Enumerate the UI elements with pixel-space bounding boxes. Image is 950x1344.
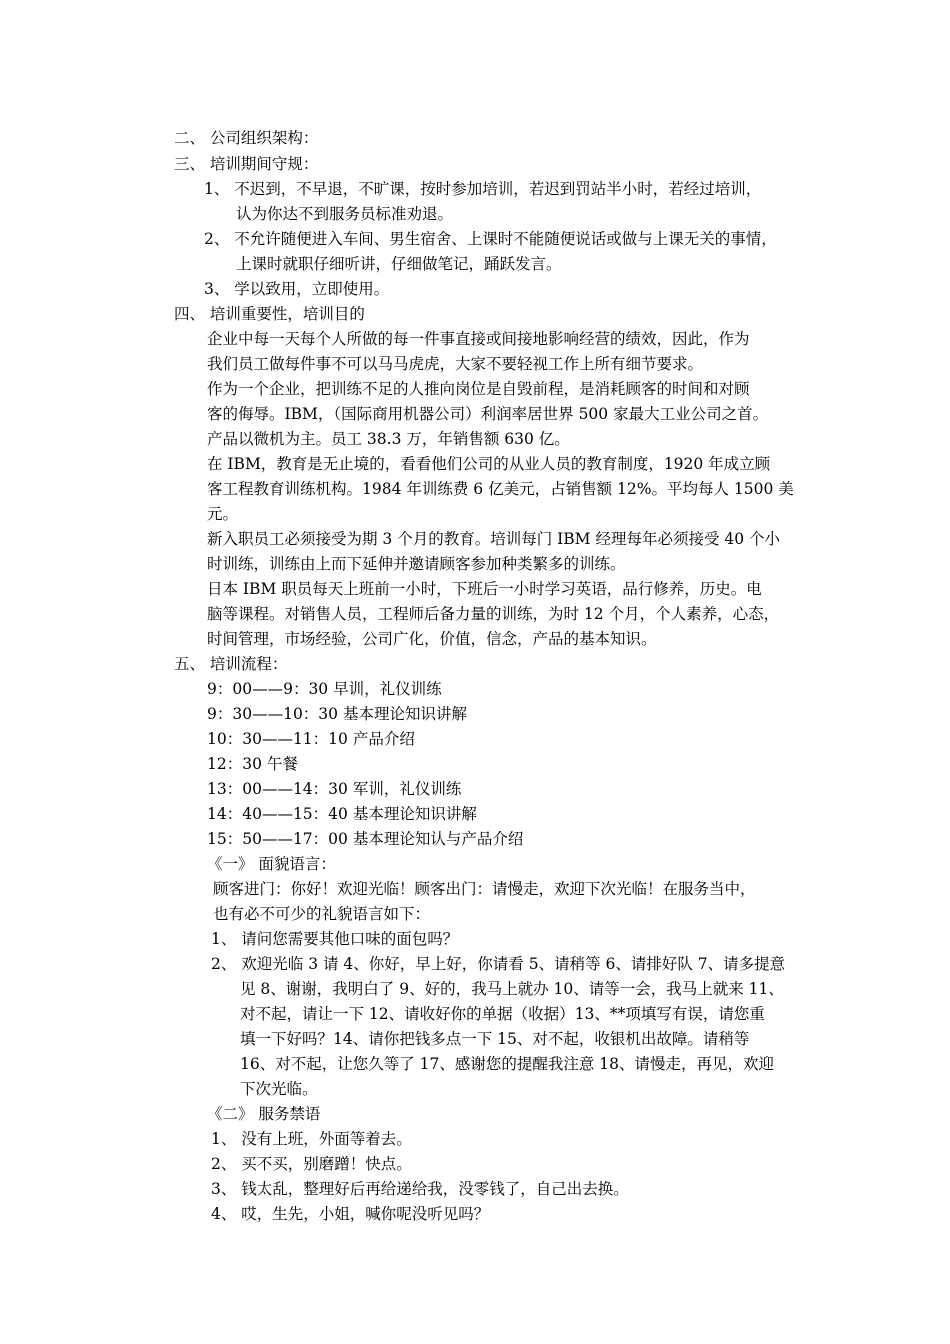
para-2-line-2: 客的侮辱。IBM，（国际商用机器公司）利润率居世界 500 家最大工业公司之首。 bbox=[207, 405, 769, 423]
section-4-heading: 四、 培训重要性，培训目的 bbox=[174, 305, 365, 323]
polite-item-1: 1、 请问您需要其他口味的面包吗？ bbox=[211, 930, 459, 948]
forbidden-item: 1、 没有上班，外面等着去。 bbox=[211, 1130, 412, 1148]
rule-item-1-cont: 认为你达不到服务员标准劝退。 bbox=[236, 205, 454, 223]
para-5-line-3: 时间管理，市场经验，公司广化，价值，信念，产品的基本知识。 bbox=[207, 630, 657, 648]
para-5-line-2: 脑等课程。对销售人员，工程师后备力量的训练，为时 12 个月，个人素养，心态， bbox=[207, 605, 780, 623]
para-3-line-1: 在 IBM，教育是无止境的，看看他们公司的从业人员的教育制度，1920 年成立顾 bbox=[207, 455, 771, 473]
schedule-item: 14：40——15：40 基本理论知识讲解 bbox=[207, 805, 477, 823]
polite-item-2-line-3: 对不起，请让一下 12、请收好你的单据（收据）13、**项填写有误，请您重 bbox=[240, 1005, 765, 1023]
para-4-line-1: 新入职员工必须接受为期 3 个月的教育。培训每门 IBM 经理每年必须接受 40 个小 bbox=[207, 530, 781, 548]
schedule-item: 15：50——17：00 基本理论知认与产品介绍 bbox=[207, 830, 524, 848]
polite-item-2-line-1: 2、 欢迎光临 3 请 4、你好，早上好，你请看 5、请稍等 6、请排好队 7、请多提意 bbox=[211, 955, 786, 973]
para-5-line-1: 日本 IBM 职员每天上班前一小时，下班后一小时学习英语，品行修养，历史。电 bbox=[207, 580, 762, 598]
section-2-heading: 二、 公司组织架构： bbox=[174, 129, 319, 147]
subsection-2-title: 《二》 服务禁语 bbox=[207, 1105, 321, 1123]
subsection-1-title: 《一》 面貌语言： bbox=[207, 855, 336, 873]
subsection-1-text-line-2: 也有必不可少的礼貌语言如下： bbox=[213, 905, 431, 923]
schedule-item: 9：30——10：30 基本理论知识讲解 bbox=[207, 705, 467, 723]
para-3-line-3: 元。 bbox=[207, 505, 239, 523]
forbidden-item: 4、 哎，生先，小姐，喊你呢没听见吗？ bbox=[211, 1205, 490, 1223]
schedule-item: 12：30 午餐 bbox=[207, 755, 298, 773]
forbidden-item: 2、 买不买，别磨蹭！快点。 bbox=[211, 1155, 412, 1173]
schedule-item: 9：00——9：30 早训，礼仪训练 bbox=[207, 680, 442, 698]
rule-item-2: 2、 不允许随便进入车间、男生宿舍、上课时不能随便说话或做与上课无关的事情， bbox=[204, 230, 777, 248]
schedule-item: 13：00——14：30 军训，礼仪训练 bbox=[207, 780, 462, 798]
para-1-line-1: 企业中每一天每个人所做的每一件事直接或间接地影响经营的绩效，因此，作为 bbox=[207, 330, 750, 348]
forbidden-item: 3、 钱太乱，整理好后再给递给我，没零钱了，自己出去换。 bbox=[211, 1180, 629, 1198]
polite-item-2-line-6: 下次光临。 bbox=[240, 1080, 318, 1098]
rule-item-2-cont: 上课时就职仔细听讲，仔细做笔记，踊跃发言。 bbox=[236, 255, 562, 273]
para-4-line-2: 时训练，训练由上而下延伸并邀请顾客参加种类繁多的训练。 bbox=[207, 555, 626, 573]
para-3-line-2: 客工程教育训练机构。1984 年训练费 6 亿美元，占销售额 12%。平均每人 1500 美 bbox=[207, 480, 794, 498]
polite-item-2-line-4: 填一下好吗？14、请你把钱多点一下 15、对不起，收银机出故障。请稍等 bbox=[240, 1030, 750, 1048]
rule-item-3: 3、 学以致用，立即使用。 bbox=[204, 280, 390, 298]
polite-item-2-line-2: 见 8、谢谢，我明白了 9、好的，我马上就办 10、请等一会，我马上就来 11、 bbox=[240, 980, 784, 998]
subsection-1-text-line-1: 顾客进门：你好！欢迎光临！顾客出门：请慢走，欢迎下次光临！在服务当中， bbox=[213, 880, 756, 898]
para-1-line-2: 我们员工做每件事不可以马马虎虎，大家不要轻视工作上所有细节要求。 bbox=[207, 355, 704, 373]
rule-item-1: 1、 不迟到，不早退，不旷课，按时参加培训，若迟到罚站半小时，若经过培训， bbox=[204, 180, 762, 198]
para-2-line-3: 产品以微机为主。员工 38.3 万，年销售额 630 亿。 bbox=[207, 430, 570, 448]
polite-item-2-line-5: 16、对不起，让您久等了 17、感谢您的提醒我注意 18、请慢走，再见，欢迎 bbox=[240, 1055, 775, 1073]
para-2-line-1: 作为一个企业，把训练不足的人推向岗位是自毁前程，是消耗顾客的时间和对顾 bbox=[207, 380, 750, 398]
section-3-heading: 三、 培训期间守规： bbox=[174, 155, 319, 173]
schedule-item: 10：30——11：10 产品介绍 bbox=[207, 730, 415, 748]
section-5-heading: 五、 培训流程： bbox=[174, 655, 288, 673]
